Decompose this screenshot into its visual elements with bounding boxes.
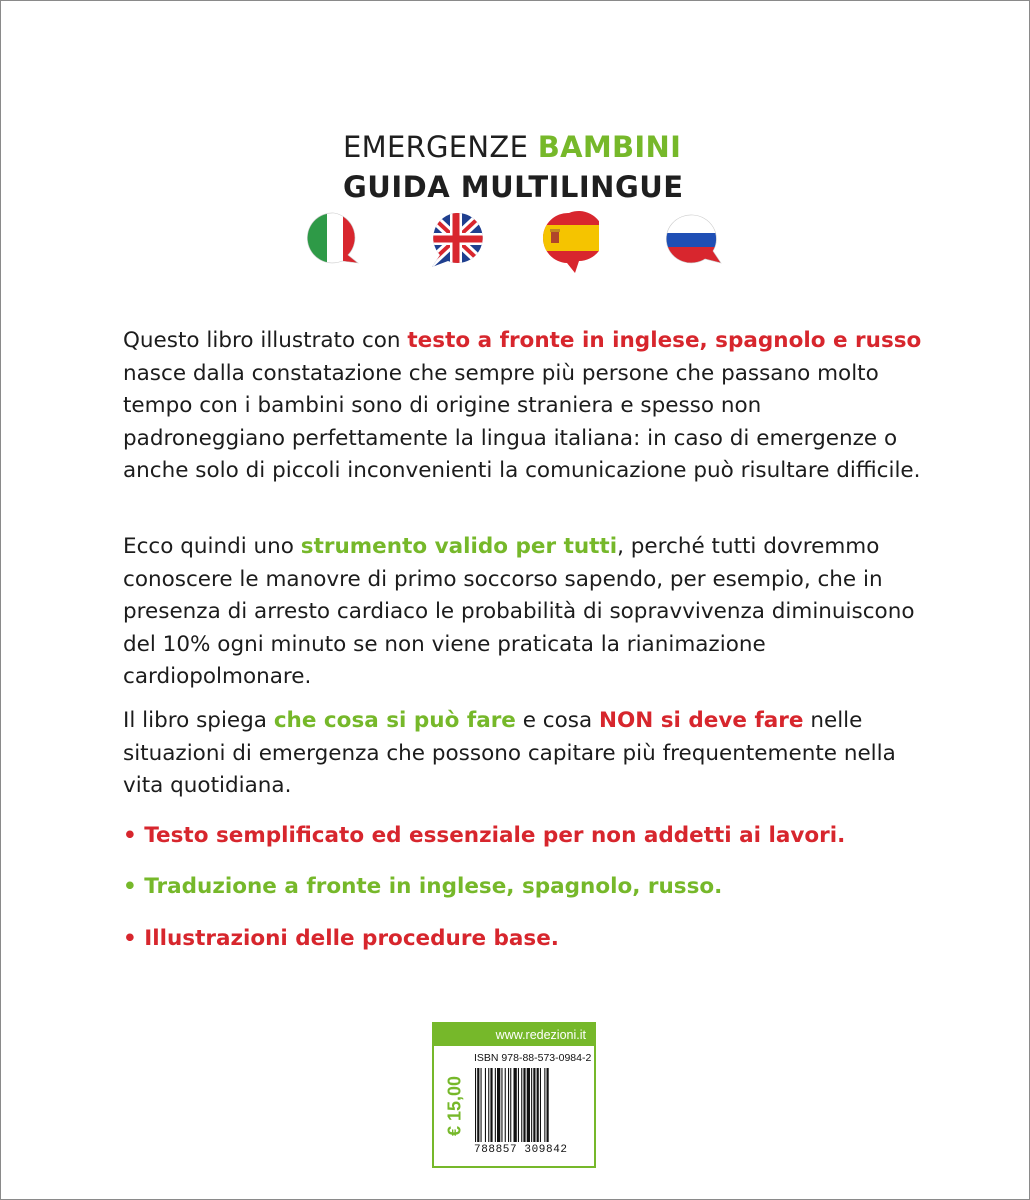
uk-flag-icon <box>426 211 486 275</box>
title-line-2: GUIDA MULTILINGUE <box>343 170 684 204</box>
russia-flag-icon <box>663 211 723 275</box>
highlight-must-not: NON si deve fare <box>598 708 804 733</box>
bullet-translation: • Traduzione a fronte in inglese, spagnolo, russo. <box>123 874 723 899</box>
publisher-url: www.redezioni.it <box>434 1024 594 1046</box>
paragraph-intro: Questo libro illustrato con testo a fronte in inglese, spagnolo e russo nasce dalla constatazione che sempre più persone che passano molto tempo con i bambini sono di origine straniera e spesso non padroneggiano perfettamente la lingua italiana: in caso di emergenze o anche solo di piccoli inconvenienti la comunicazione può risultare difficile. <box>123 328 922 484</box>
title-highlight: BAMBINI <box>537 130 682 164</box>
paragraph-explains: Il libro spiega che cosa si può fare e cosa NON si deve fare nelle situazioni di emergenza che possono capitare più frequentemente nella vita quotidiana. <box>123 708 896 799</box>
paragraph-tool: Ecco quindi uno strumento valido per tutti, perché tutti dovremmo conoscere le manovre di primo soccorso sapendo, per esempio, che in presenza di arresto cardiaco le probabilità di sopravvivenza diminuiscono del 10% ogni minuto se non viene praticata la rianimazione cardiopolmonare. <box>123 534 915 690</box>
bullet-simplified-text: • Testo semplificato ed essenziale per non addetti ai lavori. <box>123 823 846 848</box>
isbn-label: ISBN 978-88-573-0984-2 <box>474 1052 592 1064</box>
bullet-illustrations: • Illustrazioni delle procedure base. <box>123 926 559 951</box>
barcode-digits: 788857 309842 <box>474 1144 568 1156</box>
highlight-tool: strumento valido per tutti <box>300 534 618 559</box>
language-flags <box>1 211 1030 275</box>
highlight-languages: testo a fronte in inglese, spagnolo e russo <box>407 328 922 353</box>
price-label: € 15,00 <box>444 1075 465 1137</box>
title-line-1: EMERGENZE BAMBINI <box>343 130 682 164</box>
barcode-box <box>432 1022 596 1168</box>
book-title <box>343 127 684 207</box>
highlight-can-do: che cosa si può fare <box>273 708 516 733</box>
barcode-icon <box>474 1068 586 1144</box>
spain-flag-icon <box>539 211 599 275</box>
italy-flag-icon <box>306 211 366 275</box>
